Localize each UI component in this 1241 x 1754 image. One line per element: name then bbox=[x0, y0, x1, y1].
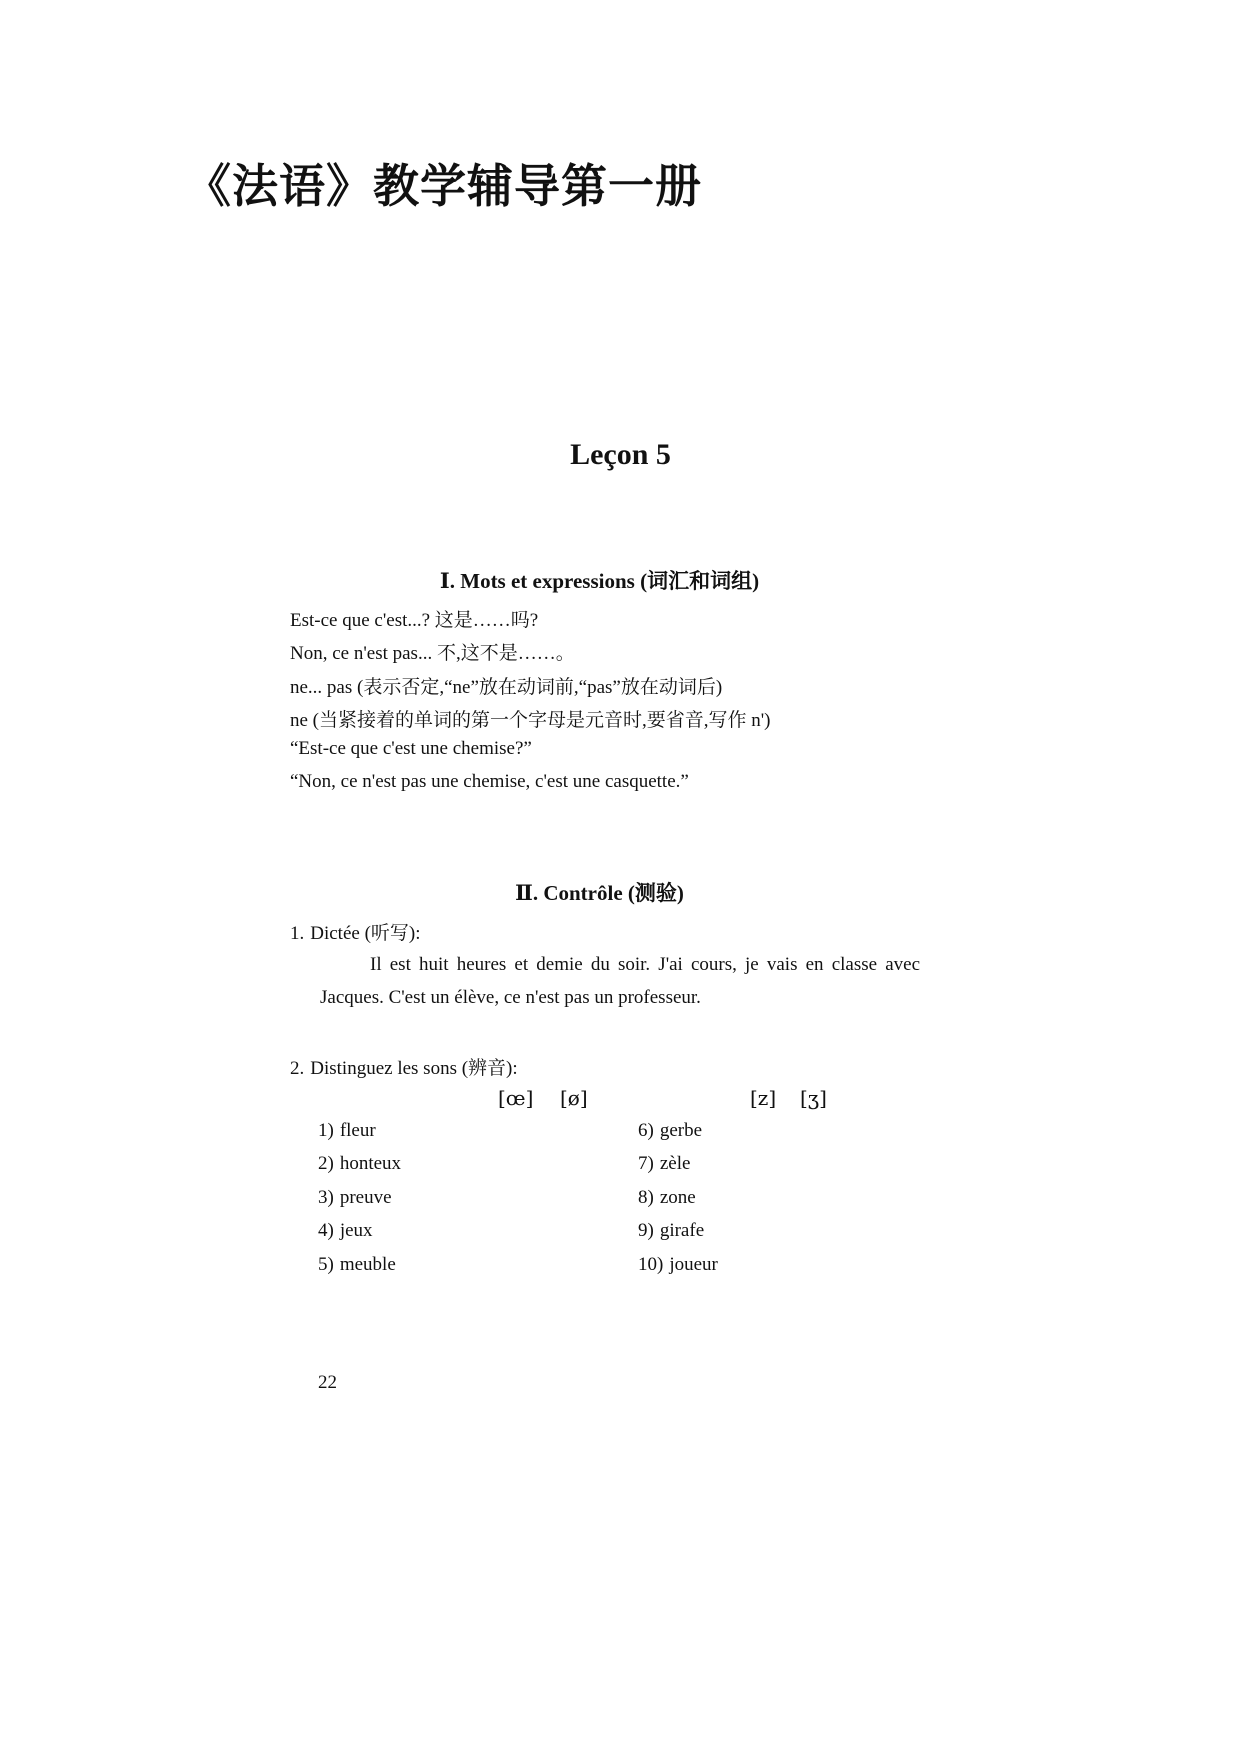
lesson-title: Leçon 5 bbox=[570, 438, 671, 471]
word-text: joueur bbox=[669, 1254, 718, 1275]
word-item bbox=[638, 1220, 704, 1242]
word-item bbox=[318, 1220, 373, 1242]
word-item bbox=[638, 1153, 690, 1175]
section-heading-controle: Ⅱ. Contrôle (测验) bbox=[515, 881, 684, 905]
word-item bbox=[638, 1254, 718, 1276]
word-number: 9) bbox=[638, 1220, 654, 1241]
sound-symbol-o-slash: [ø] bbox=[560, 1086, 588, 1110]
sound-symbol-oe: [œ] bbox=[498, 1086, 534, 1110]
word-item bbox=[318, 1187, 392, 1209]
exercise-number: 1. bbox=[290, 923, 305, 944]
word-number: 5) bbox=[318, 1254, 334, 1275]
word-number: 10) bbox=[638, 1254, 664, 1275]
word-number: 7) bbox=[638, 1153, 654, 1174]
word-number: 4) bbox=[318, 1220, 334, 1241]
vocab-line: Non, ce n'est pas... 不,这不是……。 bbox=[290, 643, 575, 664]
word-text: honteux bbox=[339, 1153, 402, 1174]
section-heading-mots-et-expressions: Ⅰ. Mots et expressions (词汇和词组) bbox=[439, 569, 760, 593]
word-item bbox=[638, 1120, 702, 1142]
exercise-number: 2. bbox=[290, 1058, 305, 1079]
exercise-dictee-label bbox=[290, 918, 421, 945]
word-text: gerbe bbox=[659, 1120, 703, 1141]
word-number: 8) bbox=[638, 1187, 654, 1208]
word-text: zèle bbox=[659, 1153, 691, 1174]
sound-symbol-zh: [ʒ] bbox=[800, 1086, 827, 1110]
word-number: 6) bbox=[638, 1120, 654, 1141]
exercise-title: Distinguez les sons (辨音): bbox=[310, 1058, 518, 1079]
word-text: jeux bbox=[339, 1220, 373, 1241]
word-item bbox=[638, 1187, 696, 1209]
page-number: 22 bbox=[318, 1372, 337, 1393]
sound-symbol-z: [z] bbox=[750, 1086, 777, 1110]
exercise-title: Dictée (听写): bbox=[310, 923, 421, 944]
word-text: fleur bbox=[339, 1120, 376, 1141]
exercise-distinguez-label bbox=[290, 1053, 518, 1080]
word-item bbox=[318, 1153, 401, 1175]
word-item bbox=[318, 1120, 376, 1142]
word-number: 1) bbox=[318, 1120, 334, 1141]
vocab-line: “Non, ce n'est pas une chemise, c'est une casquette.” bbox=[290, 771, 689, 792]
word-number: 2) bbox=[318, 1153, 334, 1174]
vocab-line: Est-ce que c'est...? 这是……吗? bbox=[290, 610, 539, 631]
vocab-line: ne (当紧接着的单词的第一个字母是元音时,要省音,写作 n') bbox=[290, 710, 771, 731]
word-item bbox=[318, 1254, 396, 1276]
word-text: girafe bbox=[659, 1220, 705, 1241]
word-text: meuble bbox=[339, 1254, 396, 1275]
book-title: 《法语》教学辅导第一册 bbox=[185, 159, 702, 213]
word-text: zone bbox=[659, 1187, 696, 1208]
vocab-line: ne... pas (表示否定,“ne”放在动词前,“pas”放在动词后) bbox=[290, 677, 723, 698]
word-text: preuve bbox=[339, 1187, 392, 1208]
word-number: 3) bbox=[318, 1187, 334, 1208]
vocab-line: “Est-ce que c'est une chemise?” bbox=[290, 738, 532, 759]
dictee-text: Il est huit heures et demie du soir. J'ai cours, je vais en classe avec Jacques. C'est un élève, ce n'est pas un professeur. bbox=[320, 954, 920, 1008]
